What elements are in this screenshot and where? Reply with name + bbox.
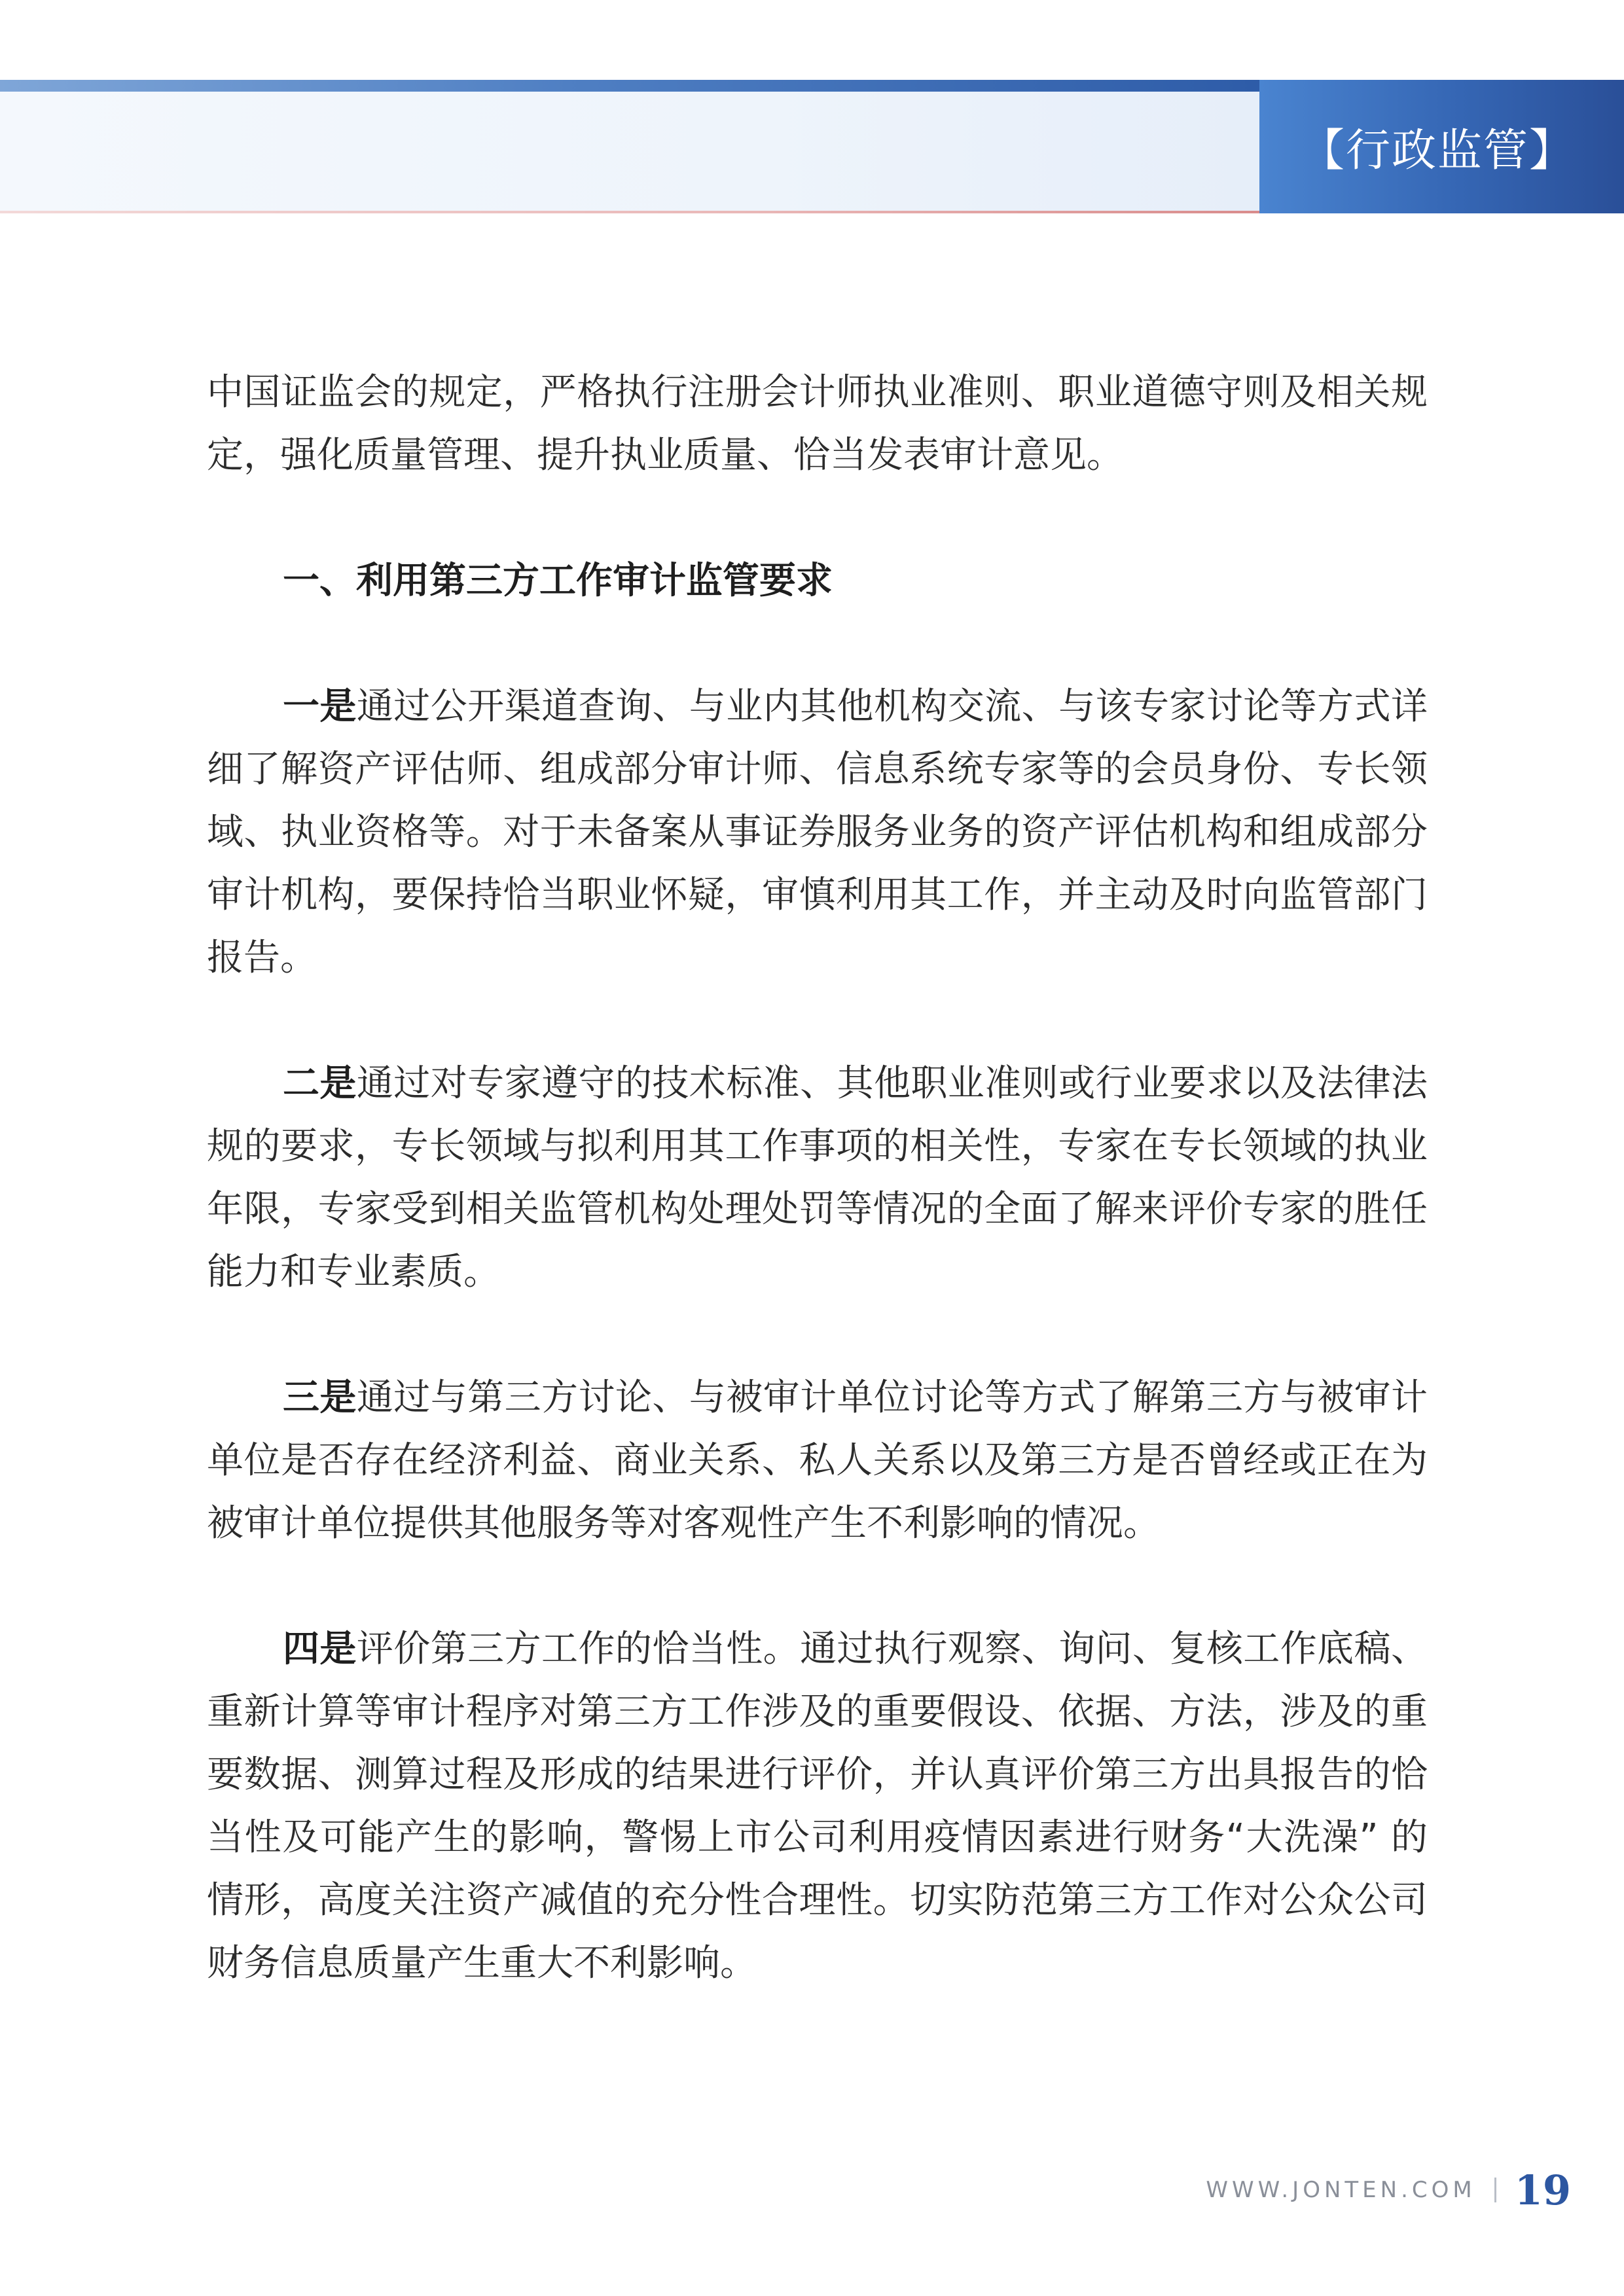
item-paragraph-1: [207, 675, 1428, 990]
section-label: 【行政监管】: [1300, 124, 1576, 177]
item-text: 通过与第三方讨论、与被审计单位讨论等方式了解第三方与被审计单位是否存在经济利益、商业关系、私人关系以及第三方是否曾经或正在为被审计单位提供其他服务等对客观性产生不利影响的情况。: [207, 1376, 1428, 1545]
document-body: [207, 361, 1428, 1995]
item-text: 评价第三方工作的恰当性。通过执行观察、询问、复核工作底稿、重新计算等审计程序对第三方工作涉及的重要假设、依据、方法，涉及的重要数据、测算过程及形成的结果进行评价，并认真评价第三方出具报告的恰当性及可能产生的影响，警惕上市公司利用疫情因素进行财务“大洗澡” 的情形，高度关注资产减值的充分性合理性。切实防范第三方工作对公众公司财务信息质量产生重大不利影响。: [207, 1628, 1428, 1984]
footer-website: WWW.JONTEN.COM: [1206, 2177, 1476, 2203]
item-lead: 三是: [283, 1376, 357, 1419]
header-band: [0, 92, 1259, 211]
section-heading: 一、利用第三方工作审计监管要求: [283, 560, 833, 602]
spacer: [207, 487, 1428, 550]
item-lead: 二是: [283, 1062, 357, 1105]
header-underline: [0, 211, 1259, 213]
item-lead: 一是: [283, 685, 357, 728]
item-paragraph-4: [207, 1618, 1428, 1995]
item-paragraph-3: [207, 1367, 1428, 1555]
page-footer: [1204, 2157, 1571, 2223]
page-header: [0, 0, 1624, 216]
spacer: [207, 613, 1428, 675]
item-lead: 四是: [283, 1628, 357, 1670]
section-tab: [1259, 80, 1624, 213]
item-paragraph-2: [207, 1052, 1428, 1304]
page-number: 19: [1514, 2166, 1571, 2214]
item-text: 通过公开渠道查询、与业内其他机构交流、与该专家讨论等方式详细了解资产评估师、组成部分审计师、信息系统专家等的会员身份、专长领域、执业资格等。对于未备案从事证券服务业务的资产评估机构和组成部分审计机构，要保持恰当职业怀疑，审慎利用其工作，并主动及时向监管部门报告。: [207, 685, 1428, 979]
intro-paragraph: 中国证监会的规定，严格执行注册会计师执业准则、职业道德守则及相关规定，强化质量管理、提升执业质量、恰当发表审计意见。: [207, 371, 1428, 476]
spacer: [207, 1304, 1428, 1367]
spacer: [207, 990, 1428, 1052]
spacer: [207, 1555, 1428, 1618]
item-text: 通过对专家遵守的技术标准、其他职业准则或行业要求以及法律法规的要求，专长领域与拟利用其工作事项的相关性，专家在专长领域的执业年限，专家受到相关监管机构处理处罚等情况的全面了解来评价专家的胜任能力和专业素质。: [207, 1062, 1428, 1293]
footer-divider: [1494, 2178, 1496, 2202]
header-accent-line: [0, 80, 1259, 92]
